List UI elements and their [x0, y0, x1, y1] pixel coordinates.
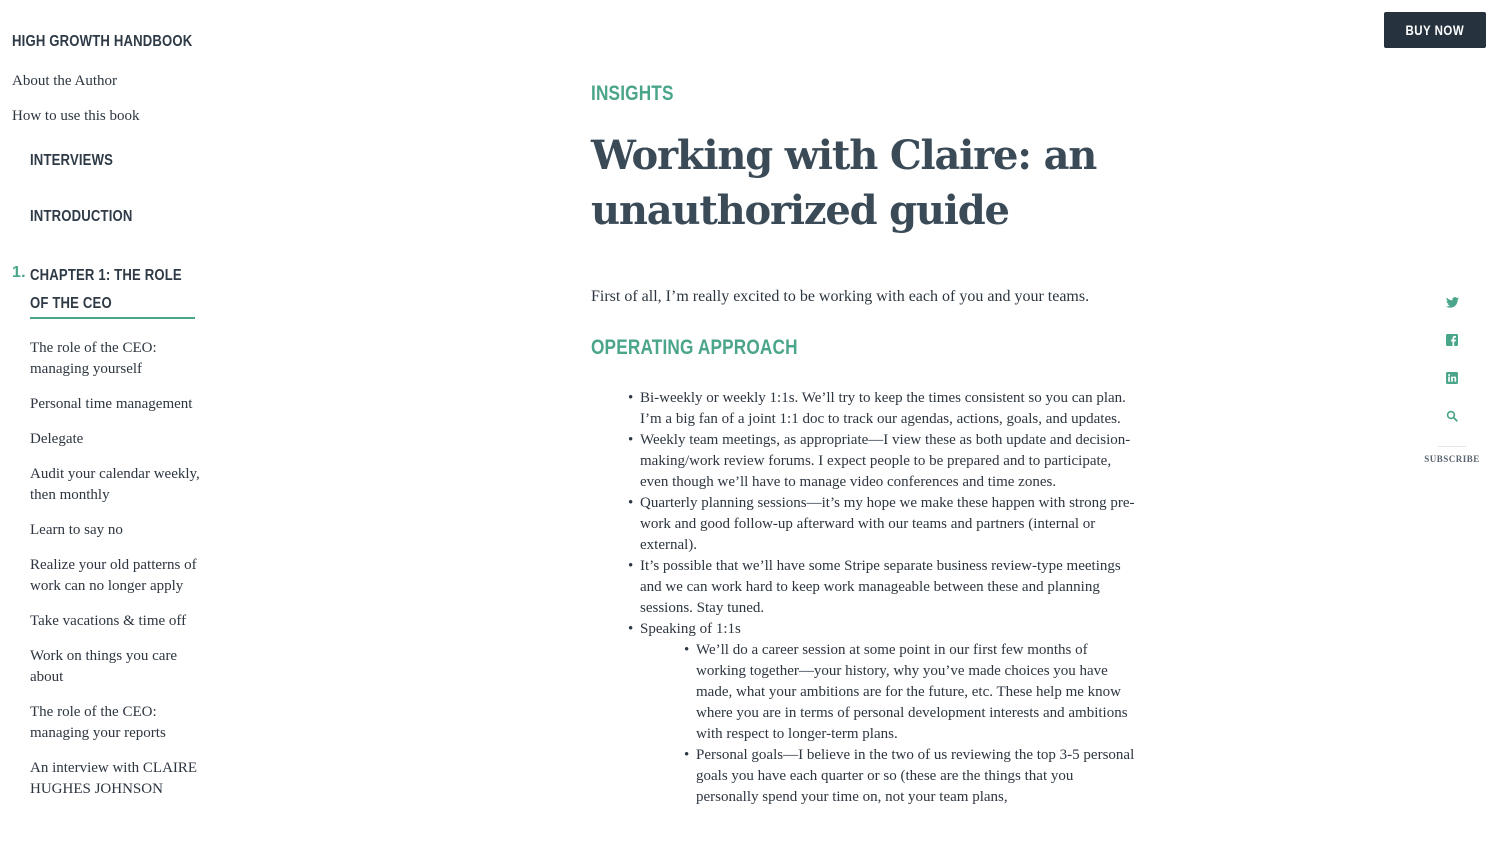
toc-item-old-patterns[interactable]: Realize your old patterns of work can no longer apply [30, 557, 197, 594]
toc-item-managing-yourself[interactable]: The role of the CEO: managing yourself [30, 340, 157, 377]
subscribe-link[interactable]: SUBSCRIBE [1424, 454, 1480, 464]
brand-title[interactable]: HIGH GROWTH HANDBOOK [12, 33, 193, 50]
article-intro: First of all, I’m really excited to be working with each of you and your teams. [591, 288, 1090, 305]
list-item: • Weekly team meetings, as appropriate—I view these as both update and decision-making/work review forums. I expect people to be prepared and to participate, even though we’ll have to manage video conferences and time zones. [640, 430, 1135, 493]
operating-approach-list [640, 388, 1135, 808]
article-eyebrow[interactable]: INSIGHTS [591, 82, 674, 105]
search-icon[interactable] [1444, 408, 1460, 424]
article-title: Working with Claire: an unauthorized guide [591, 132, 1097, 234]
rail-divider [1438, 446, 1466, 447]
list-item-with-sublist [640, 619, 1135, 808]
toc-item-audit-calendar[interactable]: Audit your calendar weekly, then monthly [30, 466, 200, 503]
sidebar-section-interviews[interactable]: INTERVIEWS [30, 152, 114, 169]
toc-item-personal-time-management[interactable]: Personal time management [30, 396, 193, 412]
toc-item-delegate[interactable]: Delegate [30, 431, 84, 447]
toc-item-things-you-care-about[interactable]: Work on things you care about [30, 648, 178, 685]
toc-item-vacations[interactable]: Take vacations & time off [30, 613, 187, 629]
buy-now-label: BUY NOW [1405, 22, 1465, 38]
sidebar-link-about-author[interactable]: About the Author [12, 73, 117, 89]
list-item-text: Speaking of 1:1s [640, 621, 741, 637]
sidebar-link-how-to-use[interactable]: How to use this book [12, 108, 140, 124]
sub-list [640, 640, 1136, 808]
twitter-icon[interactable] [1444, 294, 1460, 310]
list-item: • Quarterly planning sessions—it’s my hope we make these happen with strong pre-work and good follow-up afterward with our teams and partners (internal or external). [640, 493, 1135, 556]
toc-item-interview-claire[interactable]: An interview with CLAIRE HUGHES JOHNSON [30, 760, 198, 797]
toc-item-managing-reports[interactable]: The role of the CEO: managing your reports [30, 704, 166, 741]
chapter-toc [30, 338, 202, 814]
list-item: • Bi-weekly or weekly 1:1s. We’ll try to keep the times consistent so you can plan. I’m a big fan of a joint 1:1 doc to track our agendas, actions, goals, and updates. [640, 388, 1135, 430]
list-item: • It’s possible that we’ll have some Stripe separate business review-type meetings and we can work hard to keep work manageable between these and planning sessions. Stay tuned. [640, 556, 1135, 619]
sidebar [12, 0, 212, 856]
section-heading: OPERATING APPROACH [591, 336, 798, 359]
linkedin-icon[interactable] [1444, 370, 1460, 386]
facebook-icon[interactable] [1444, 332, 1460, 348]
active-chapter-underline [30, 317, 195, 319]
sub-list-item: • Personal goals—I believe in the two of us reviewing the top 3-5 personal goals you have each quarter or so (these are the things that you personally spend your time on, not your team plans, [696, 745, 1136, 808]
chapter-number: 1. [12, 264, 26, 281]
buy-now-button[interactable] [1384, 12, 1486, 48]
toc-item-say-no[interactable]: Learn to say no [30, 522, 123, 538]
sub-list-item: • We’ll do a career session at some point in our first few months of working together—your history, why you’ve made choices you have made, what your ambitions are for the future, etc. These help me know where you are in terms of personal development interests and ambitions with respect to longer-term plans. [696, 640, 1136, 745]
sidebar-chapter-1[interactable]: CHAPTER 1: THE ROLE OF THE CEO [30, 267, 182, 312]
sidebar-section-introduction[interactable]: INTRODUCTION [30, 208, 133, 225]
